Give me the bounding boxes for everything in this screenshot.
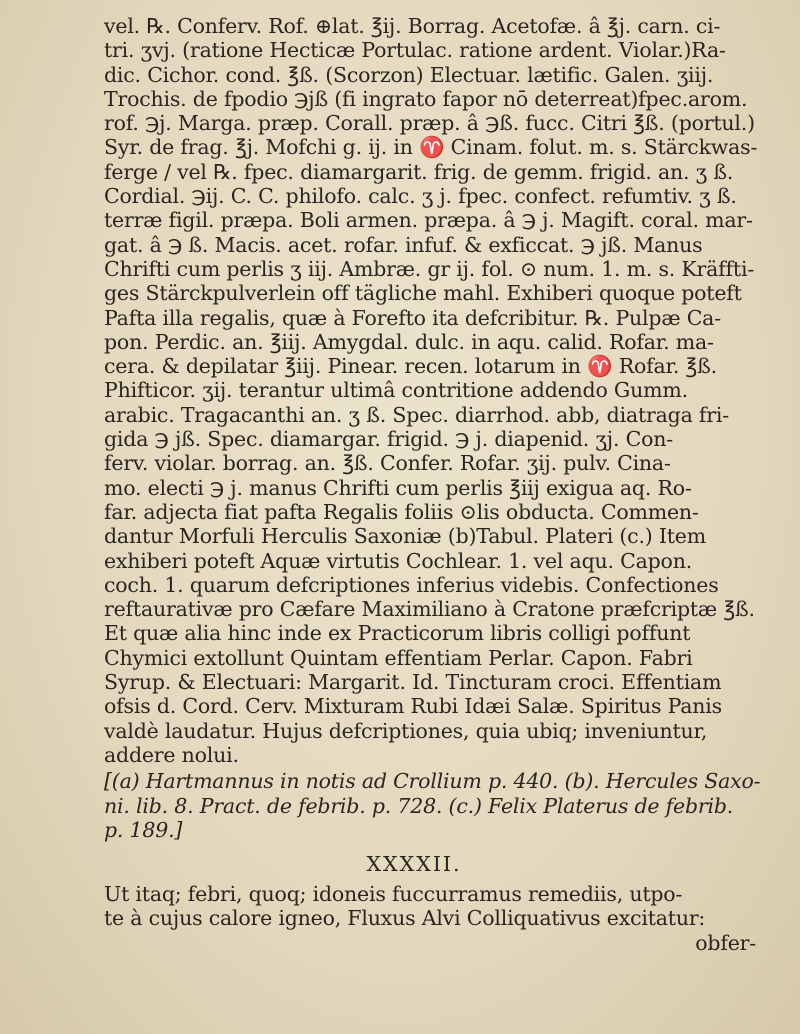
text-line: ni. lib. 8. Pract. de febrib. p. 728. (c.) Felix Platerus de febrib. xyxy=(104,793,734,818)
text-line: exhiberi poteft Aquæ virtutis Cochlear. 1. vel aqu. Capon. xyxy=(104,548,693,573)
text-line: terræ figil. præpa. Boli armen. præpa. â ℈ j. Magift. coral. mar- xyxy=(104,208,753,233)
text-line: Phifticor. ʒij. terantur ultimâ contritione addendo Gumm. xyxy=(104,378,688,403)
text-line: tri. ʒvj. (ratione Hecticæ Portulac. ratione ardent. Violar.)Ra- xyxy=(104,38,726,63)
text-line: gida ℈ jß. Spec. diamargar. frigid. ℈ j. diapenid. ʒj. Con- xyxy=(104,427,673,452)
text-line: gat. â ℈ ß. Macis. acet. rofar. infuf. & exficcat. ℈ jß. Manus xyxy=(104,232,703,257)
text-line: pon. Perdic. an. ℥iij. Amygdal. dulc. in aqu. calid. Rofar. ma- xyxy=(104,329,714,354)
text-line: rof. ℈j. Marga. præp. Corall. præp. â ℈ß. fucc. Citri ℥ß. (portul.) xyxy=(104,111,755,136)
text-line: Chrifti cum perlis ʒ iij. Ambræ. gr ij. fol. ⊙ num. 1. m. s. Kräffti- xyxy=(104,256,755,281)
text-line: addere nolui. xyxy=(104,742,239,767)
text-line: Cordial. ℈ij. C. C. philofo. calc. ʒ j. fpec. confect. refumtiv. ʒ ß. xyxy=(104,184,737,209)
page-text xyxy=(104,14,784,955)
text-line: valdè laudatur. Hujus defcriptiones, quia ubiq; inveniuntur, xyxy=(104,718,708,743)
text-line: Pafta illa regalis, quæ à Forefto ita defcribitur. ℞. Pulpæ Ca- xyxy=(104,305,721,330)
text-line: coch. 1. quarum defcriptiones inferius videbis. Confectiones xyxy=(104,572,719,597)
text-line: ges Stärckpulverlein off tägliche mahl. Exhiberi quoque poteft xyxy=(104,281,742,306)
section-heading: XXXXII. xyxy=(366,852,462,877)
text-line: ferv. violar. borrag. an. ℥ß. Confer. Rofar. ʒij. pulv. Cina- xyxy=(104,451,671,476)
text-line: te à cujus calore igneo, Fluxus Alvi Colliquativus excitatur: xyxy=(104,906,706,931)
text-line: reftaurativæ pro Cæfare Maximiliano à Cratone præfcriptæ ℥ß. xyxy=(104,597,755,622)
text-line: dic. Cichor. cond. ℥ß. (Scorzon) Electuar. lætific. Galen. ʒiij. xyxy=(104,62,714,87)
text-line: ofsis d. Cord. Cerv. Mixturam Rubi Idæi Salæ. Spiritus Panis xyxy=(104,694,722,719)
text-line: ferge / vel ℞. fpec. diamargarit. frig. de gemm. frigid. an. ʒ ß. xyxy=(104,159,734,184)
text-line: mo. electi ℈ j. manus Chrifti cum perlis ℥iij exigua aq. Ro- xyxy=(104,475,692,500)
text-line: dantur Morfuli Herculis Saxoniæ (b)Tabul. Plateri (c.) Item xyxy=(104,524,706,549)
text-line: vel. ℞. Conferv. Rof. ⊕lat. ℥ij. Borrag. Acetofæ. â ℥j. carn. ci- xyxy=(104,14,721,38)
body-paragraph xyxy=(104,14,784,767)
closing-paragraph xyxy=(104,882,784,931)
text-line: cera. & depilatar ℥iij. Pinear. recen. lotarum in ♈ Rofar. ℥ß. xyxy=(104,354,717,379)
text-line: Et quæ alia hinc inde ex Practicorum libris colligi poffunt xyxy=(104,621,691,646)
text-line: far. adjecta fiat pafta Regalis foliis ⊙lis obducta. Commen- xyxy=(104,499,699,524)
text-line: Trochis. de fpodio ℈jß (fi ingrato fapor nō deterreat)fpec.arom. xyxy=(104,86,748,111)
footnote xyxy=(104,769,784,842)
text-line: arabic. Tragacanthi an. ʒ ß. Spec. diarrhod. abb, diatraga fri- xyxy=(104,402,729,427)
text-line: Syr. de frag. ℥j. Mofchi g. ij. in ♈ Cinam. folut. m. s. Stärckwas- xyxy=(104,135,758,160)
catchword: obfer- xyxy=(695,930,756,955)
text-line: p. 189.] xyxy=(104,817,183,842)
text-line: Syrup. & Electuari: Margarit. Id. Tincturam croci. Effentiam xyxy=(104,670,722,695)
text-line: Ut itaq; febri, quoq; idoneis fuccurramus remediis, utpo- xyxy=(104,882,683,907)
text-line: [(a) Hartmannus in notis ad Crollium p. 440. (b). Hercules Saxo- xyxy=(104,769,761,794)
text-line: Chymici extollunt Quintam effentiam Perlar. Capon. Fabri xyxy=(104,645,693,670)
